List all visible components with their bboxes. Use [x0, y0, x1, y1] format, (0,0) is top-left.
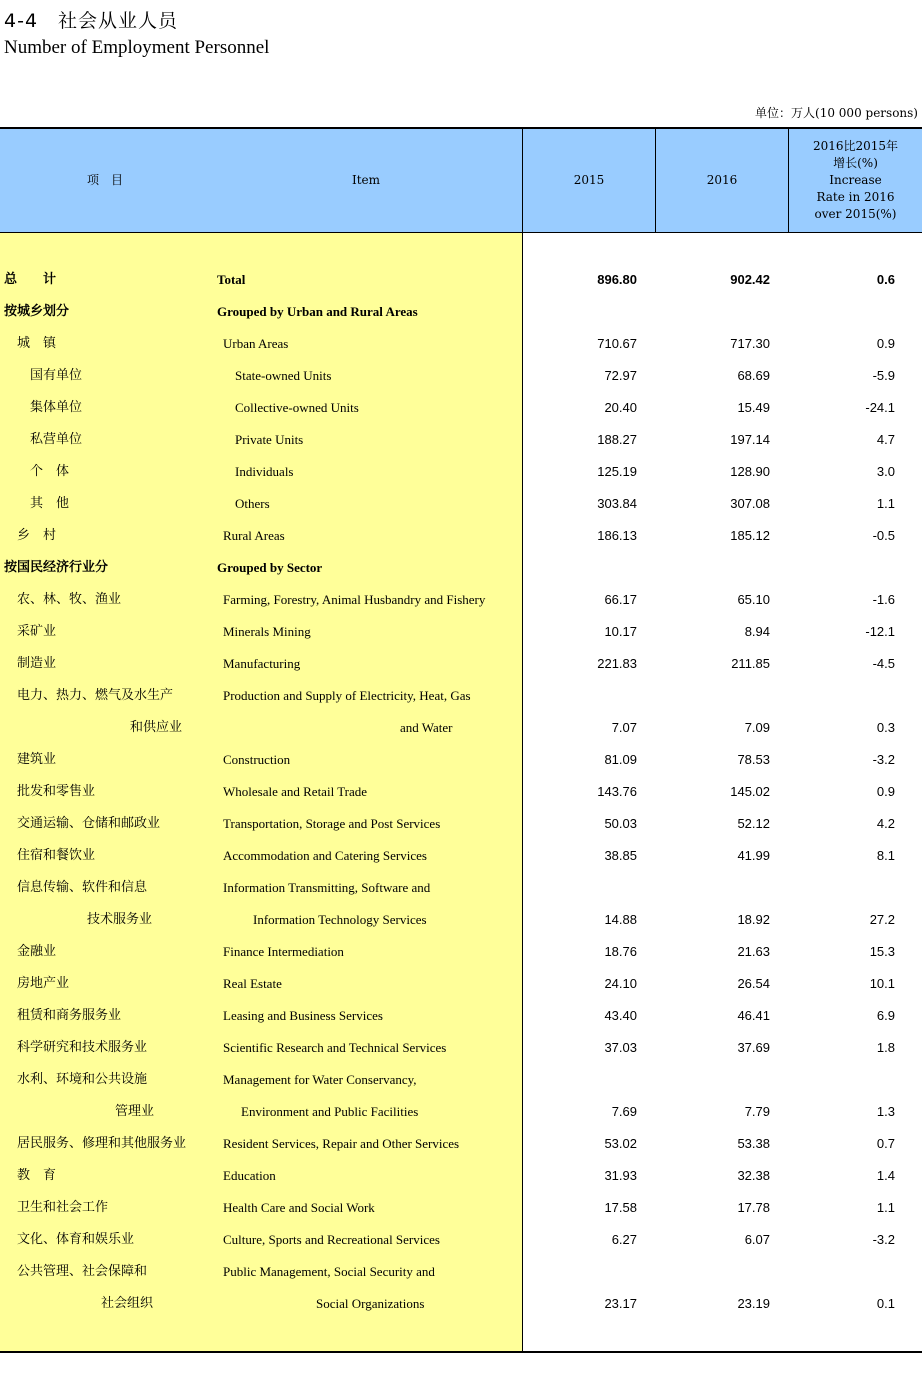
value-2015: 50.03	[604, 816, 637, 831]
item-name-cn: 社会组织	[101, 1296, 154, 1311]
table-title-en: Number of Employment Personnel	[4, 37, 270, 58]
item-name-cn: 信息传输、软件和信息	[17, 880, 148, 895]
table-row	[0, 1224, 922, 1256]
value-2016: 145.02	[730, 784, 770, 799]
item-name-cn: 其 他	[30, 496, 70, 511]
item-name-en: Public Management, Social Security and	[223, 1264, 435, 1279]
item-name-cn: 集体单位	[30, 400, 83, 415]
value-increase-rate: 4.7	[876, 432, 895, 447]
item-name-en: Education	[223, 1168, 276, 1183]
value-increase-rate: -0.5	[872, 528, 895, 543]
value-2015: 125.19	[597, 464, 637, 479]
item-name-cn: 私营单位	[30, 432, 83, 447]
item-name-en: Resident Services, Repair and Other Services	[223, 1136, 460, 1151]
value-2015: 186.13	[597, 528, 637, 543]
item-name-en: Individuals	[235, 464, 294, 479]
value-increase-rate: 27.2	[869, 912, 895, 927]
item-name-cn: 批发和零售业	[17, 784, 96, 799]
table-title-cn: 4-4 社会从业人员	[4, 10, 179, 32]
value-2015: 17.58	[604, 1200, 637, 1215]
header-rate-line: Increase	[829, 173, 882, 187]
item-name-en: Real Estate	[223, 976, 282, 991]
value-2015: 72.97	[604, 368, 637, 383]
item-name-cn: 农、林、牧、渔业	[17, 592, 122, 607]
value-increase-rate: 0.9	[876, 336, 895, 351]
header-item-en: Item	[210, 129, 523, 232]
value-increase-rate: 1.1	[876, 1200, 895, 1215]
value-2015: 31.93	[604, 1168, 637, 1183]
item-name-en: Social Organizations	[316, 1296, 425, 1311]
item-name-cn: 教 育	[17, 1168, 57, 1183]
item-name-cn: 管理业	[115, 1104, 155, 1119]
value-increase-rate: -5.9	[872, 368, 895, 383]
value-2016: 37.69	[737, 1040, 770, 1055]
table-row	[0, 744, 922, 776]
item-name-en: Total	[217, 272, 246, 287]
table-row	[0, 648, 922, 680]
value-2016: 902.42	[730, 272, 770, 287]
value-increase-rate: 0.3	[876, 720, 895, 735]
table-row	[0, 1096, 922, 1128]
table-row	[0, 296, 922, 328]
table-row	[0, 488, 922, 520]
item-name-cn: 国有单位	[30, 368, 83, 383]
header-rate-line: 2016比2015年	[812, 139, 899, 153]
value-2016: 21.63	[737, 944, 770, 959]
value-increase-rate: 1.1	[876, 496, 895, 511]
value-2015: 10.17	[604, 624, 637, 639]
item-name-en: Urban Areas	[223, 336, 289, 351]
item-name-en: Health Care and Social Work	[223, 1200, 375, 1215]
value-2016: 17.78	[737, 1200, 770, 1215]
table-row	[0, 840, 922, 872]
table-row	[0, 776, 922, 808]
item-name-en: Production and Supply of Electricity, Heat, Gas	[223, 688, 471, 703]
table-row	[0, 1288, 922, 1320]
item-name-en: Finance Intermediation	[223, 944, 344, 959]
value-2015: 221.83	[597, 656, 637, 671]
item-name-en: Others	[235, 496, 270, 511]
item-name-en: Culture, Sports and Recreational Services	[223, 1232, 440, 1247]
item-name-en: Wholesale and Retail Trade	[223, 784, 368, 799]
value-2016: 65.10	[737, 592, 770, 607]
value-increase-rate: 4.2	[876, 816, 895, 831]
item-name-cn: 制造业	[17, 656, 57, 671]
value-2015: 18.76	[604, 944, 637, 959]
table-row	[0, 616, 922, 648]
value-2016: 6.07	[744, 1232, 770, 1247]
item-name-cn: 建筑业	[17, 752, 57, 767]
table-row	[0, 1256, 922, 1288]
value-increase-rate: 6.9	[876, 1008, 895, 1023]
table-row	[0, 904, 922, 936]
value-2015: 66.17	[604, 592, 637, 607]
item-name-en: Construction	[223, 752, 291, 767]
value-2016: 26.54	[737, 976, 770, 991]
table-row	[0, 264, 922, 296]
item-name-cn: 总 计	[4, 272, 57, 287]
value-increase-rate: 0.7	[876, 1136, 895, 1151]
value-2016: 52.12	[737, 816, 770, 831]
table-row	[0, 360, 922, 392]
value-2015: 24.10	[604, 976, 637, 991]
value-increase-rate: -4.5	[872, 656, 895, 671]
value-2015: 53.02	[604, 1136, 637, 1151]
value-2016: 211.85	[731, 656, 770, 671]
item-name-cn: 按国民经济行业分	[4, 560, 109, 575]
value-increase-rate: 10.1	[869, 976, 895, 991]
item-name-cn: 个 体	[30, 464, 70, 479]
value-2015: 38.85	[604, 848, 637, 863]
value-increase-rate: 1.4	[876, 1168, 895, 1183]
value-2015: 188.27	[597, 432, 637, 447]
item-name-en: Information Technology Services	[253, 912, 427, 927]
item-name-cn: 和供应业	[130, 720, 183, 735]
table-row	[0, 1160, 922, 1192]
value-2015: 43.40	[604, 1008, 637, 1023]
item-name-en: Transportation, Storage and Post Services	[223, 816, 441, 831]
table-row	[0, 328, 922, 360]
value-increase-rate: 1.3	[876, 1104, 895, 1119]
item-name-cn: 住宿和餐饮业	[17, 848, 96, 863]
value-2015: 7.07	[611, 720, 637, 735]
table-row	[0, 424, 922, 456]
value-2016: 41.99	[737, 848, 770, 863]
value-increase-rate: 0.6	[876, 272, 895, 287]
value-2016: 46.41	[737, 1008, 770, 1023]
item-name-en: Scientific Research and Technical Services	[223, 1040, 447, 1055]
item-name-en: Information Transmitting, Software and	[223, 880, 431, 895]
value-increase-rate: 3.0	[876, 464, 895, 479]
table-row	[0, 520, 922, 552]
item-name-cn: 租赁和商务服务业	[17, 1008, 122, 1023]
unit-label: 单位：万人(10 000 persons)	[755, 106, 918, 120]
item-name-cn: 公共管理、社会保障和	[17, 1264, 148, 1279]
value-2015: 710.67	[597, 336, 637, 351]
table-row	[0, 1000, 922, 1032]
item-name-en: Environment and Public Facilities	[241, 1104, 419, 1119]
value-2015: 303.84	[597, 496, 637, 511]
value-2015: 7.69	[611, 1104, 637, 1119]
value-2015: 143.76	[597, 784, 637, 799]
value-2016: 23.19	[737, 1296, 770, 1311]
item-name-en: Minerals Mining	[223, 624, 311, 639]
item-name-cn: 居民服务、修理和其他服务业	[17, 1136, 187, 1151]
value-2016: 717.30	[730, 336, 770, 351]
table-row	[0, 392, 922, 424]
table-row	[0, 808, 922, 840]
value-2016: 128.90	[730, 464, 770, 479]
header-item-cn: 项 目	[86, 173, 123, 187]
item-name-en: Leasing and Business Services	[223, 1008, 383, 1023]
item-name-cn: 水利、环境和公共设施	[17, 1072, 148, 1087]
value-increase-rate: -24.1	[865, 400, 895, 415]
item-name-en: Collective-owned Units	[235, 400, 359, 415]
value-increase-rate: -1.6	[872, 592, 895, 607]
item-name-cn: 乡 村	[17, 528, 57, 543]
table-row	[0, 680, 922, 712]
value-2015: 23.17	[604, 1296, 637, 1311]
item-name-cn: 科学研究和技术服务业	[17, 1040, 148, 1055]
item-name-en: Management for Water Conservancy,	[223, 1072, 417, 1087]
value-increase-rate: -3.2	[872, 1232, 895, 1247]
value-2015: 14.88	[604, 912, 637, 927]
item-name-en: Grouped by Sector	[217, 560, 323, 575]
table-row	[0, 1128, 922, 1160]
value-2016: 8.94	[744, 624, 770, 639]
item-name-cn: 房地产业	[17, 976, 70, 991]
table-row	[0, 712, 922, 744]
header-rate-line: 增长(%)	[833, 156, 878, 170]
value-2015: 20.40	[604, 400, 637, 415]
item-name-en: Farming, Forestry, Animal Husbandry and Fishery	[223, 592, 486, 607]
value-increase-rate: 1.8	[876, 1040, 895, 1055]
value-increase-rate: -3.2	[872, 752, 895, 767]
value-2016: 18.92	[737, 912, 770, 927]
table-row	[0, 552, 922, 584]
value-2015: 896.80	[597, 272, 637, 287]
table-row	[0, 1032, 922, 1064]
value-2015: 37.03	[604, 1040, 637, 1055]
item-name-cn: 采矿业	[17, 624, 57, 639]
item-name-cn: 文化、体育和娱乐业	[17, 1232, 135, 1247]
value-2016: 78.53	[737, 752, 770, 767]
value-increase-rate: 8.1	[876, 848, 895, 863]
value-2016: 32.38	[737, 1168, 770, 1183]
item-name-cn: 交通运输、仓储和邮政业	[17, 816, 161, 831]
item-name-cn: 电力、热力、燃气及水生产	[17, 688, 174, 703]
header-rate-line: over 2015(%)	[814, 207, 897, 221]
item-name-cn: 城 镇	[17, 336, 57, 351]
table-row	[0, 936, 922, 968]
item-name-en: Rural Areas	[223, 528, 285, 543]
value-2016: 197.14	[730, 432, 770, 447]
value-2015: 81.09	[604, 752, 637, 767]
table-row	[0, 1192, 922, 1224]
item-name-cn: 技术服务业	[87, 912, 153, 927]
header-2015: 2015	[523, 129, 656, 232]
value-increase-rate: 0.9	[876, 784, 895, 799]
header-rate-line: Rate in 2016	[816, 190, 895, 204]
value-2016: 68.69	[737, 368, 770, 383]
table-row	[0, 584, 922, 616]
item-name-en: Manufacturing	[223, 656, 301, 671]
item-name-cn: 按城乡划分	[4, 304, 70, 319]
value-2016: 15.49	[737, 400, 770, 415]
header-increase-rate	[789, 129, 922, 232]
table-row	[0, 872, 922, 904]
header-2016: 2016	[656, 129, 789, 232]
item-name-en: Private Units	[235, 432, 304, 447]
value-2016: 307.08	[730, 496, 770, 511]
item-name-en: State-owned Units	[235, 368, 332, 383]
item-name-cn: 金融业	[17, 944, 57, 959]
value-2015: 6.27	[611, 1232, 637, 1247]
table-row	[0, 1064, 922, 1096]
item-name-en: Accommodation and Catering Services	[223, 848, 427, 863]
value-increase-rate: 15.3	[869, 944, 895, 959]
table-bottom-border	[0, 1351, 922, 1353]
table-header	[0, 127, 922, 233]
value-2016: 53.38	[737, 1136, 770, 1151]
table-row	[0, 968, 922, 1000]
value-increase-rate: -12.1	[865, 624, 895, 639]
value-2016: 7.09	[744, 720, 770, 735]
value-2016: 185.12	[730, 528, 770, 543]
value-increase-rate: 0.1	[876, 1296, 895, 1311]
table-row	[0, 456, 922, 488]
item-name-en: and Water	[400, 720, 453, 735]
item-name-en: Grouped by Urban and Rural Areas	[217, 304, 418, 319]
item-name-cn: 卫生和社会工作	[17, 1200, 109, 1215]
value-2016: 7.79	[744, 1104, 770, 1119]
